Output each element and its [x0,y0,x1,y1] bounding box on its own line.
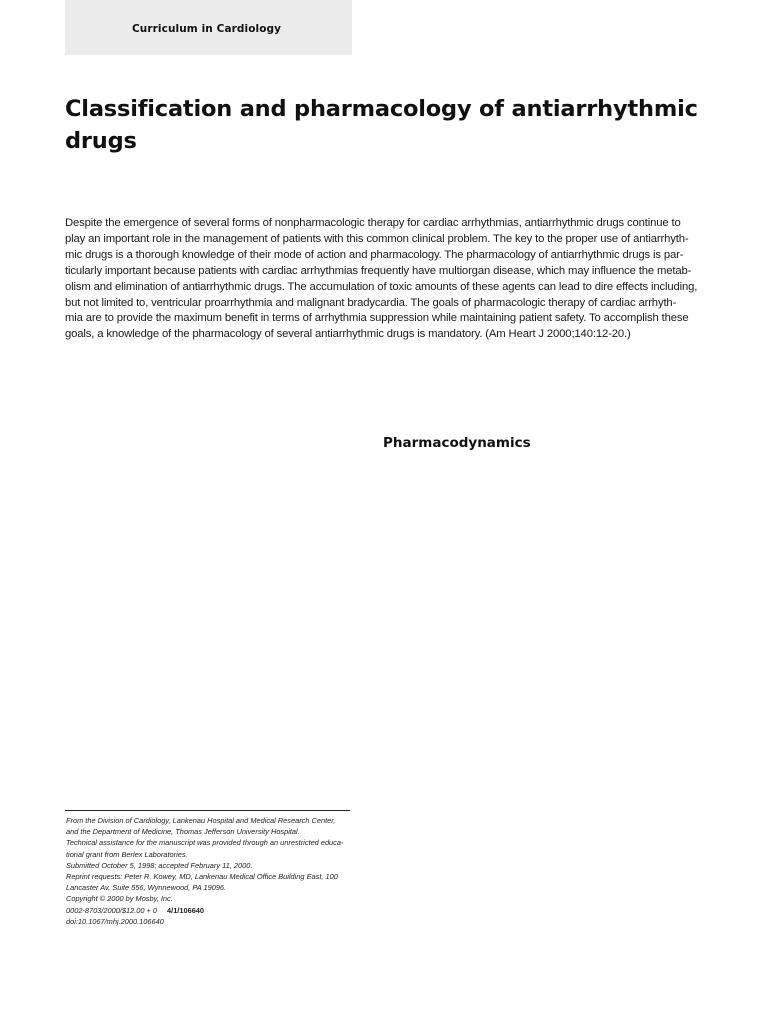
price-code: 0002-8703/2000/$12.00 + 0 [66,905,158,915]
section-heading-pharmacodynamics: Pharmacodynamics [383,435,531,451]
footnote-line: Reprint requests: Peter R. Kowey, MD, Lankenau Medical Office Building East, 100 [66,872,338,882]
abstract-line: play an important role in the management of patients with this common clinical problem. The key to the proper use of antiarrhyth- [65,232,689,245]
section-label: Curriculum in Cardiology [132,23,282,35]
footnote-line: Lancaster Av, Suite 556, Wynnewood, PA 19096. [66,883,227,893]
footnote-divider [65,810,350,811]
doi: doi:10.1067/mhj.2000.106640 [66,916,164,926]
publication-id: 4/1/106640 [167,905,205,915]
footnote-line: Technical assistance for the manuscript was provided through an unrestricted educa- [66,838,344,848]
footnote-line: Copyright © 2000 by Mosby, Inc. [66,894,173,904]
abstract-line: ticularly important because patients with cardiac arrhythmias frequently have multiorgan disease, which may influence the metab- [65,264,692,277]
footnotes [66,815,366,927]
abstract-line: mic drugs is a thorough knowledge of their mode of action and pharmacology. The pharmacology of antiarrhythmic drugs is par- [65,248,684,261]
footnote-line: From the Division of Cardiology, Lankenau Hospital and Medical Research Center, [66,816,336,825]
footnote-line: Submitted October 5, 1998; accepted February 11, 2000. [66,860,253,870]
abstract-line: mia are to provide the maximum benefit in terms of arrhythmia suppression while maintaining patient safety. To accomplish these [65,312,689,325]
abstract-line: but not limited to, ventricular proarrhythmia and malignant bradycardia. The goals of pharmacologic therapy of cardiac arrhyth- [65,296,677,309]
footnote-line: and the Department of Medicine, Thomas Jefferson University Hospital. [66,827,300,837]
article-title: Classification and pharmacology of antiarrhythmic drugs [65,96,698,154]
abstract-line: Despite the emergence of several forms of nonpharmacologic therapy for cardiac arrhythmias, antiarrhythmic drugs continue to [65,217,681,229]
footnote-line: tional grant from Berlex Laboratories. [66,849,188,859]
section-header-tab [65,0,352,55]
abstract [65,216,698,343]
footnote-price-line [66,905,366,916]
abstract-line: goals, a knowledge of the pharmacology of several antiarrhythmic drugs is mandatory. (Am Heart J 2000;140:12-20.) [65,328,631,341]
abstract-line: olism and elimination of antiarrhythmic drugs. The accumulation of toxic amounts of these agents can lead to dire effects including, [65,280,698,293]
